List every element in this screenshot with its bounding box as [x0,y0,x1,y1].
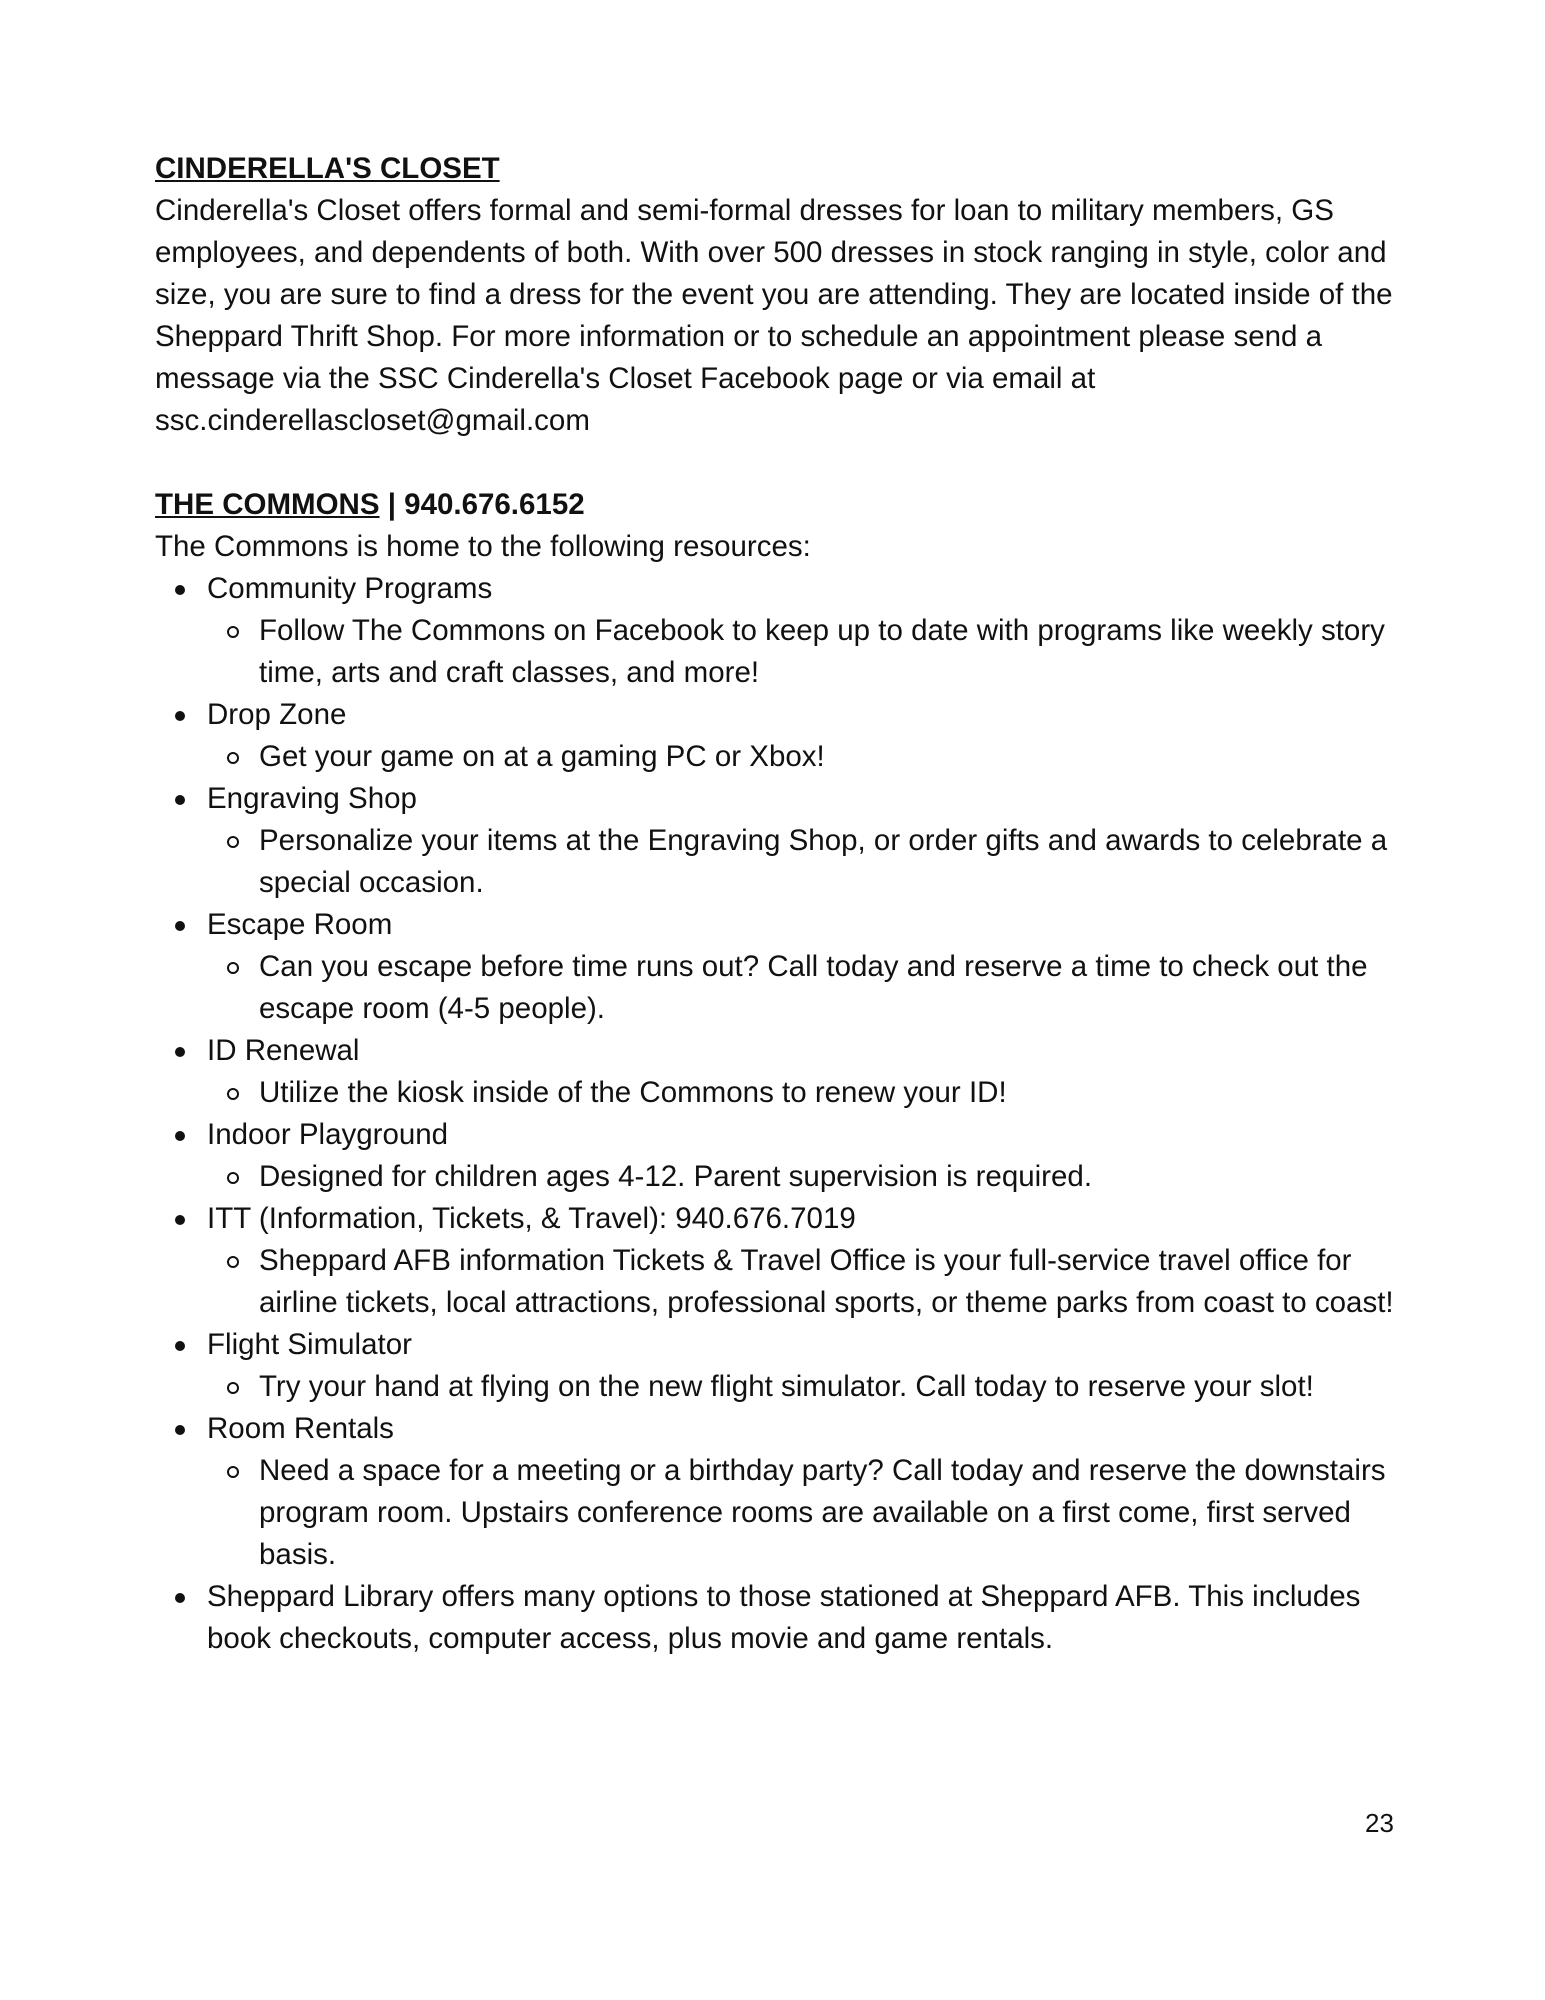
list-item [207,1030,1395,1114]
sub-list-item [259,736,1395,778]
circle-bullet-icon [227,1466,239,1478]
cinderella-heading [155,148,1395,190]
sub-list-item [259,1240,1395,1324]
sub-list [207,1240,1395,1324]
list-item [207,1324,1395,1408]
sub-list-item-text: Sheppard AFB information Tickets & Travel Office is your full-service travel office for airline tickets, local attractions, professional sports, or theme parks from coast to coast! [259,1244,1394,1319]
sub-list-item-text: Need a space for a meeting or a birthday party? Call today and reserve the downstairs program room. Upstairs conference rooms are available on a first come, first served basis. [259,1454,1386,1571]
sub-list-item-text: Get your game on at a gaming PC or Xbox! [259,740,825,773]
commons-resource-list [155,568,1395,1660]
sub-list [207,820,1395,904]
circle-bullet-icon [227,626,239,638]
circle-bullet-icon [227,752,239,764]
sub-list [207,1366,1395,1408]
list-item [207,1576,1395,1660]
document-page [155,148,1395,1660]
bullet-icon [175,1425,185,1435]
bullet-icon [175,1341,185,1351]
sub-list-item-text: Try your hand at flying on the new flight simulator. Call today to reserve your slot! [259,1370,1314,1403]
sub-list-item [259,946,1395,1030]
circle-bullet-icon [227,1172,239,1184]
list-item-label: Drop Zone [207,698,347,731]
list-item-label: ID Renewal [207,1034,360,1067]
list-item [207,568,1395,694]
sub-list-item [259,1366,1395,1408]
bullet-icon [175,1593,185,1603]
commons-intro: The Commons is home to the following resources: [155,530,811,563]
list-item-label: ITT (Information, Tickets, & Travel): 940.676.7019 [207,1202,856,1235]
list-item-label: Community Programs [207,572,493,605]
circle-bullet-icon [227,962,239,974]
bullet-icon [175,1131,185,1141]
list-item [207,904,1395,1030]
bullet-icon [175,711,185,721]
sub-list-item-text: Utilize the kiosk inside of the Commons to renew your ID! [259,1076,1007,1109]
cinderella-body: Cinderella's Closet offers formal and semi-formal dresses for loan to military members, GS employees, and dependents of both. With over 500 dresses in stock ranging in style, color and size, you are sure to find a dress for the event you are attending. They are located inside of the Sheppard Thrift Shop. For more information or to schedule an appointment please send a message via the SSC Cinderella's Closet Facebook page or via email at ssc.cinderellascloset@gmail.com [155,194,1393,437]
list-item-label: Engraving Shop [207,782,417,815]
list-item [207,1198,1395,1324]
commons-phone: | 940.676.6152 [379,488,585,521]
bullet-icon [175,1215,185,1225]
list-item-label: Escape Room [207,908,393,941]
sub-list-item-text: Follow The Commons on Facebook to keep up to date with programs like weekly story time, arts and craft classes, and more! [259,614,1385,689]
circle-bullet-icon [227,1382,239,1394]
circle-bullet-icon [227,836,239,848]
list-item-label: Room Rentals [207,1412,394,1445]
sub-list-item-text: Designed for children ages 4-12. Parent supervision is required. [259,1160,1093,1193]
sub-list-item-text: Can you escape before time runs out? Call today and reserve a time to check out the escape room (4-5 people). [259,950,1368,1025]
cinderella-title: CINDERELLA'S CLOSET [155,152,500,185]
sub-list [207,1072,1395,1114]
circle-bullet-icon [227,1088,239,1100]
list-item [207,778,1395,904]
list-item [207,694,1395,778]
sub-list-item-text: Personalize your items at the Engraving Shop, or order gifts and awards to celebrate a special occasion. [259,824,1388,899]
bullet-icon [175,585,185,595]
sub-list-item [259,610,1395,694]
list-item-label: Indoor Playground [207,1118,449,1151]
sub-list-item [259,1156,1395,1198]
sub-list-item [259,1450,1395,1576]
sub-list-item [259,1072,1395,1114]
list-item [207,1408,1395,1576]
list-item [207,1114,1395,1198]
sub-list [207,736,1395,778]
page-number: 23 [1365,1808,1394,1838]
sub-list [207,946,1395,1030]
circle-bullet-icon [227,1256,239,1268]
list-item-label: Sheppard Library offers many options to those stationed at Sheppard AFB. This includes book checkouts, computer access, plus movie and game rentals. [207,1580,1361,1655]
sub-list [207,1450,1395,1576]
bullet-icon [175,921,185,931]
commons-heading [155,484,1395,526]
list-item-label: Flight Simulator [207,1328,412,1361]
commons-title: THE COMMONS [155,488,380,521]
sub-list-item [259,820,1395,904]
bullet-icon [175,1047,185,1057]
sub-list [207,1156,1395,1198]
section-spacer [155,442,1395,484]
bullet-icon [175,795,185,805]
sub-list [207,610,1395,694]
